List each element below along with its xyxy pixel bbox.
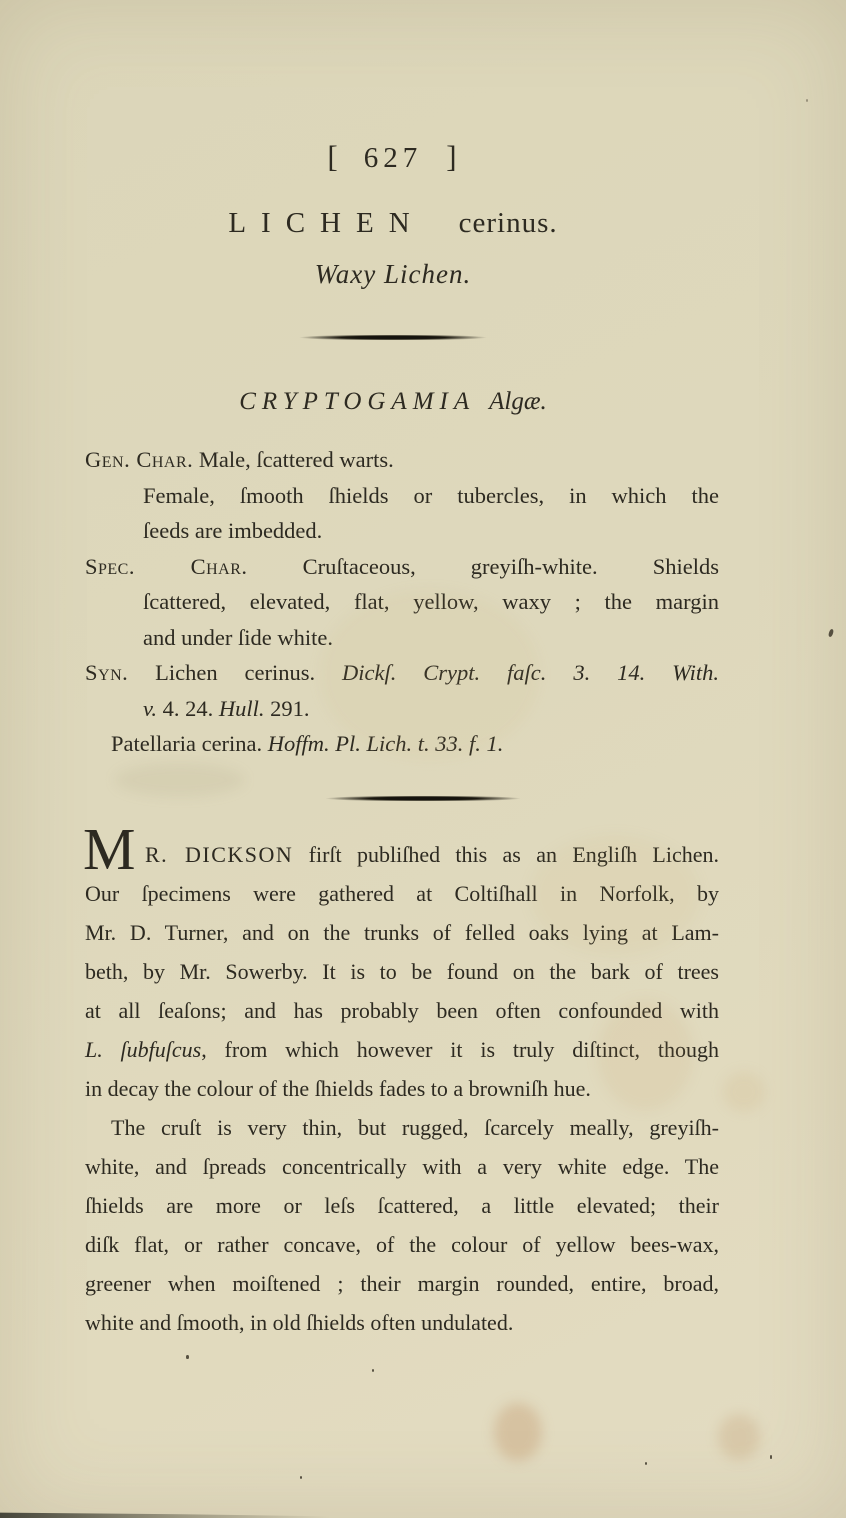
ornamental-rule-top [298,335,488,340]
paragraph-1-line-6 [85,1030,719,1069]
ornamental-rule-bottom [324,796,522,801]
gen-char-line-3 [85,513,719,549]
spec-char-line-1 [85,549,719,585]
gen-char-label: Gen. Char. [85,447,194,472]
gen-char-line-1 [85,442,719,478]
gen-char-text-1: Male, ſcattered warts. [198,447,394,472]
synopsis-block [85,442,719,762]
paragraph-2-text-4: diſk flat, or rather concave, of the colour of yellow bees-wax, [85,1231,719,1257]
synonym-ref-2c: Hull. [218,695,265,721]
paper-stain [494,1403,542,1461]
paper-speck [828,629,834,638]
paragraph-2-line-4 [85,1225,719,1264]
paragraph-1-text-6: , from which however it is truly diſtinct, though [201,1036,719,1062]
paragraph-1-line-2 [85,874,719,913]
gen-char-text-2: Female, ſmooth ſhields or tubercles, in which the [143,482,719,508]
taxonomy-class: CRYPTOGAMIA [239,388,476,415]
paragraph-1-line-3 [85,913,719,952]
spec-char-label: Spec. Char. [85,553,248,579]
paragraph-2-line-2 [85,1147,719,1186]
page-number-value: 627 [363,142,423,174]
paragraph-2-line-5 [85,1264,719,1303]
paragraph-1-line-5 [85,991,719,1030]
paper-speck [186,1355,189,1359]
spec-char-line-2 [85,584,719,620]
page-corner-shadow [0,1509,330,1518]
latin-species-reference: L. ſubfuſcus [85,1036,202,1062]
page-header [53,0,733,418]
gen-char-line-2 [85,478,719,514]
synonym-line-2 [85,691,719,727]
spec-char-text-3: and under ſide white. [143,624,333,650]
gen-char-text-3: ſeeds are imbedded. [143,518,323,543]
paper-speck [372,1369,374,1372]
paragraph-2-text-6: white and ſmooth, in old ſhields often undulated. [85,1309,514,1335]
synonym-ref-3: Hoffm. Pl. Lich. t. 33. f. 1. [267,731,504,756]
page-number [53,0,733,175]
synonym-line-3 [85,726,719,762]
spec-char-text-2: ſcattered, elevated, flat, yellow, waxy ; the margin [143,589,719,614]
synonym-name-2: Patellaria cerina. [111,731,263,756]
paragraph-2-text-2: white, and ſpreads concentrically with a very white edge. The [85,1153,719,1179]
synonym-ref-1: Dickſ. Crypt. faſc. 3. 14. With. [342,660,720,685]
paper-stain [723,1072,765,1112]
paragraph-1-text-4: beth, by Mr. Sowerby. It is to be found on the bark of trees [85,958,719,984]
paper-speck [645,1462,647,1465]
paragraph-1-text-2: Our ſpecimens were gathered at Coltiſhall in Norfolk, by [85,880,719,906]
drop-cap: M [83,815,136,882]
paragraph-1-line-1 [83,815,720,882]
common-name: Waxy Lichen. [314,259,472,289]
author-name-caps: R. DICKSON [145,841,294,867]
paragraph-2-line-3 [85,1186,719,1225]
taxonomy-line [53,386,733,418]
paper-speck [770,1455,772,1459]
spec-char-line-3 [85,620,719,656]
synonym-ref-2d: 291. [270,695,310,721]
paragraph-2-text-1: The cruſt is very thin, but rugged, ſcarcely meally, greyiſh- [111,1114,719,1140]
paper-stain [115,763,245,797]
spec-char-text-1: Cruſtaceous, greyiſh-white. Shields [302,553,719,579]
species-title [53,205,733,241]
paragraph-1-text-1: firſt publiſhed this as an Engliſh Lichen. [308,841,720,867]
genus-name: LICHEN [228,207,425,239]
synonym-ref-2a: v. [143,695,157,721]
paragraph-1-text-7: in decay the colour of the ſhields fades to a browniſh hue. [85,1075,591,1101]
paragraph-2-text-5: greener when moiſtened ; their margin rounded, entire, broad, [85,1270,719,1296]
description-text [83,815,720,1342]
synonym-label: Syn. [85,660,129,685]
paragraph-2-text-3: ſhields are more or leſs ſcattered, a little elevated; their [85,1192,719,1218]
paragraph-1-line-4 [85,952,719,991]
synonym-line-1 [85,655,719,691]
paper-speck [806,99,808,102]
species-epithet: cerinus. [458,207,558,239]
paper-speck [300,1476,302,1479]
taxonomy-order: Algæ. [489,388,547,415]
paragraph-1-line-7 [85,1069,719,1108]
paragraph-1-text-5: at all ſeaſons; and has probably been often confounded with [85,997,719,1023]
synonym-ref-2b: 4. 24. [162,695,214,721]
synonym-name-1: Lichen cerinus. [155,660,316,685]
paragraph-1-text-3: Mr. D. Turner, and on the trunks of felled oaks lying at Lam- [85,919,719,945]
paragraph-2-line-6 [85,1303,719,1342]
page-number-open-bracket: [ [327,139,340,174]
paper-stain [718,1414,760,1460]
paragraph-2-line-1 [85,1108,719,1147]
page-number-close-bracket: ] [446,139,459,174]
